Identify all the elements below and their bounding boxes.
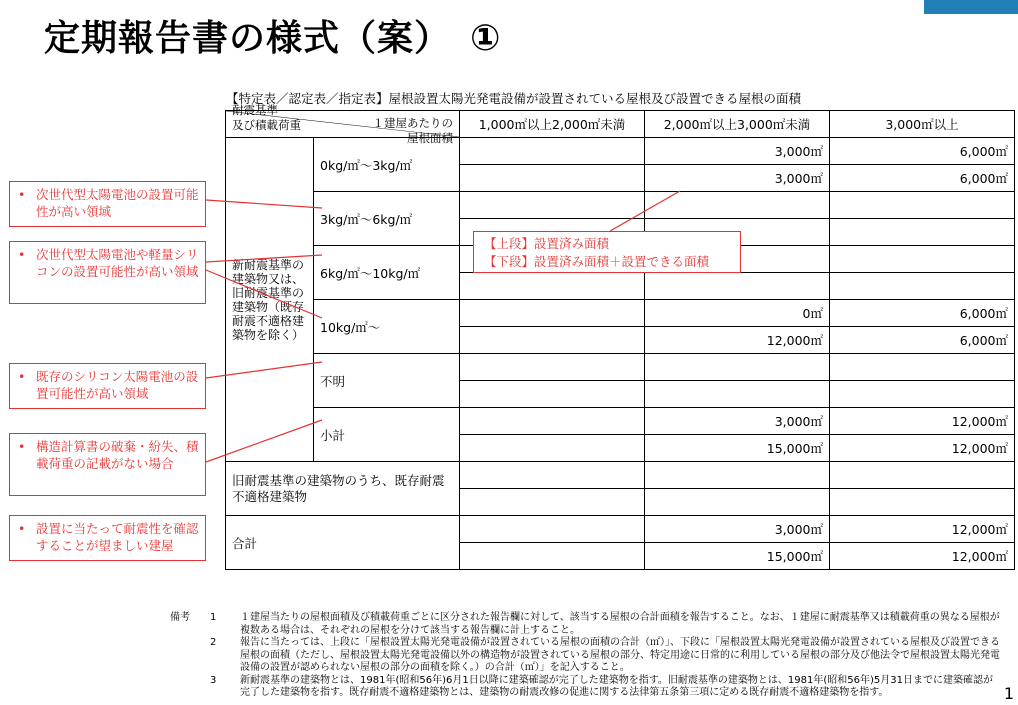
load-row-0-3: 0kg/㎡～3kg/㎡	[314, 138, 460, 192]
page-number: 1	[1003, 684, 1014, 703]
table-cell: 12,000㎡	[830, 516, 1015, 543]
callout-existing-silicon	[9, 363, 206, 409]
remark-text: 報告に当たっては、上段に「屋根設置太陽光発電設備が設置されている屋根の面積の合計（㎡）」、下段に「屋根設置太陽光発電設備が設置されている屋根及び設置できる屋根の面積（ただし、屋根設置太陽光発電設備以外の構造物が設置されている屋根の部分、特定用途に日常的に利用している屋根の部分及び他法令で屋根設置太陽光発電設備の設置が認められない屋根の部分の面積を除く。）の合計（㎡）」を記入すること。	[240, 637, 1000, 673]
header-seismic-line1: 耐震基準	[232, 103, 278, 117]
header-seismic-line2: 及び積載荷重	[232, 118, 301, 132]
bullet-marker: •	[18, 187, 26, 202]
bullet-marker: •	[18, 521, 26, 536]
table-cell: 3,000㎡	[645, 516, 830, 543]
remarks-tag: 備考	[170, 612, 190, 623]
total-label: 合計	[226, 516, 460, 570]
table-cell: 15,000㎡	[645, 435, 830, 462]
load-row-10-plus: 10kg/㎡～	[314, 300, 460, 354]
callout-lower-row: 【下段】設置済み面積＋設置できる面積	[484, 254, 710, 269]
table-cell: 3,000㎡	[645, 408, 830, 435]
table-cell: 15,000㎡	[645, 543, 830, 570]
header-roof-area-line2: 屋根面積	[407, 131, 453, 145]
load-row-subtotal: 小計	[314, 408, 460, 462]
table-cell: 6,000㎡	[830, 165, 1015, 192]
col-header-3000-plus: 3,000㎡以上	[830, 111, 1015, 138]
remark-text: １建屋当たりの屋根面積及び積載荷重ごとに区分された報告欄に対して、該当する屋根の合計面積を報告すること。なお、１建屋に耐震基準又は積載荷重の異なる屋根が複数ある場合は、それぞれの屋根を分けて該当する報告欄に計上すること。	[240, 612, 1000, 636]
remark-number: 2	[210, 637, 217, 648]
remark-text: 新耐震基準の建築物とは、1981年(昭和56年)6月1日以降に建築確認が完了した建築物を指す。旧耐震基準の建築物とは、1981年(昭和56年)5月31日までに建築確認が完了した建築物を指す。既存耐震不適格建築物とは、建築物の耐震改修の促進に関する法律第五条第三項に定める既存耐震不適格建築物を指す。	[240, 674, 993, 698]
callout-text: 既存のシリコン太陽電池の設置可能性が高い領域	[36, 369, 199, 401]
table-cell: 3,000㎡	[645, 165, 830, 192]
col-header-2000-3000: 2,000㎡以上3,000㎡未満	[645, 111, 830, 138]
bullet-marker: •	[18, 247, 26, 262]
table-cell: 6,000㎡	[830, 300, 1015, 327]
col-header-1000-2000: 1,000㎡以上2,000㎡未満	[460, 111, 645, 138]
bullet-marker: •	[18, 369, 26, 384]
upper-lower-row-callout	[473, 231, 741, 273]
table-cell: 6,000㎡	[830, 138, 1015, 165]
callout-text: 設置に当たって耐震性を確認することが望ましい建屋	[36, 521, 199, 553]
remark-number: 1	[210, 612, 217, 623]
callout-next-gen	[9, 181, 206, 227]
table-cell: 6,000㎡	[830, 327, 1015, 354]
load-row-unknown: 不明	[314, 354, 460, 408]
table-cell: 3,000㎡	[645, 138, 830, 165]
table-caption: 【特定表／認定表／指定表】屋根設置太陽光発電設備が設置されている屋根及び設置できる屋根の面積	[226, 91, 802, 106]
remarks	[170, 612, 1000, 700]
table-cell: 12,000㎡	[830, 435, 1015, 462]
table-cell: 0㎡	[645, 300, 830, 327]
callout-next-gen-light-silicon	[9, 241, 206, 304]
remark-number: 3	[210, 674, 217, 686]
bullet-marker: •	[18, 439, 26, 454]
header-roof-area-line1: １建屋あたりの	[372, 116, 453, 130]
old-standard-label: 旧耐震基準の建築物のうち、既存耐震不適格建築物	[226, 462, 460, 516]
remark-item	[170, 612, 1000, 637]
remark-item	[170, 675, 1000, 700]
new-standard-label: 新耐震基準の建築物又は、旧耐震基準の建築物（既存耐震不適格建築物を除く）	[226, 138, 314, 462]
load-row-3-6: 3kg/㎡～6kg/㎡	[314, 192, 460, 246]
callout-text: 構造計算書の破棄・紛失、積載荷重の記載がない場合	[36, 439, 199, 471]
callout-seismic-check	[9, 515, 206, 561]
callout-text: 次世代型太陽電池の設置可能性が高い領域	[36, 187, 199, 219]
table-cell: 12,000㎡	[645, 327, 830, 354]
page-title: 定期報告書の様式（案） ①	[44, 18, 502, 59]
callout-missing-load	[9, 433, 206, 496]
remark-item	[170, 637, 1000, 675]
load-row-6-10: 6kg/㎡～10kg/㎡	[314, 246, 460, 300]
table-cell: 12,000㎡	[830, 408, 1015, 435]
callout-text: 次世代型太陽電池や軽量シリコンの設置可能性が高い領域	[36, 247, 199, 279]
table-cell: 12,000㎡	[830, 543, 1015, 570]
callout-upper-row: 【上段】設置済み面積	[484, 236, 610, 251]
